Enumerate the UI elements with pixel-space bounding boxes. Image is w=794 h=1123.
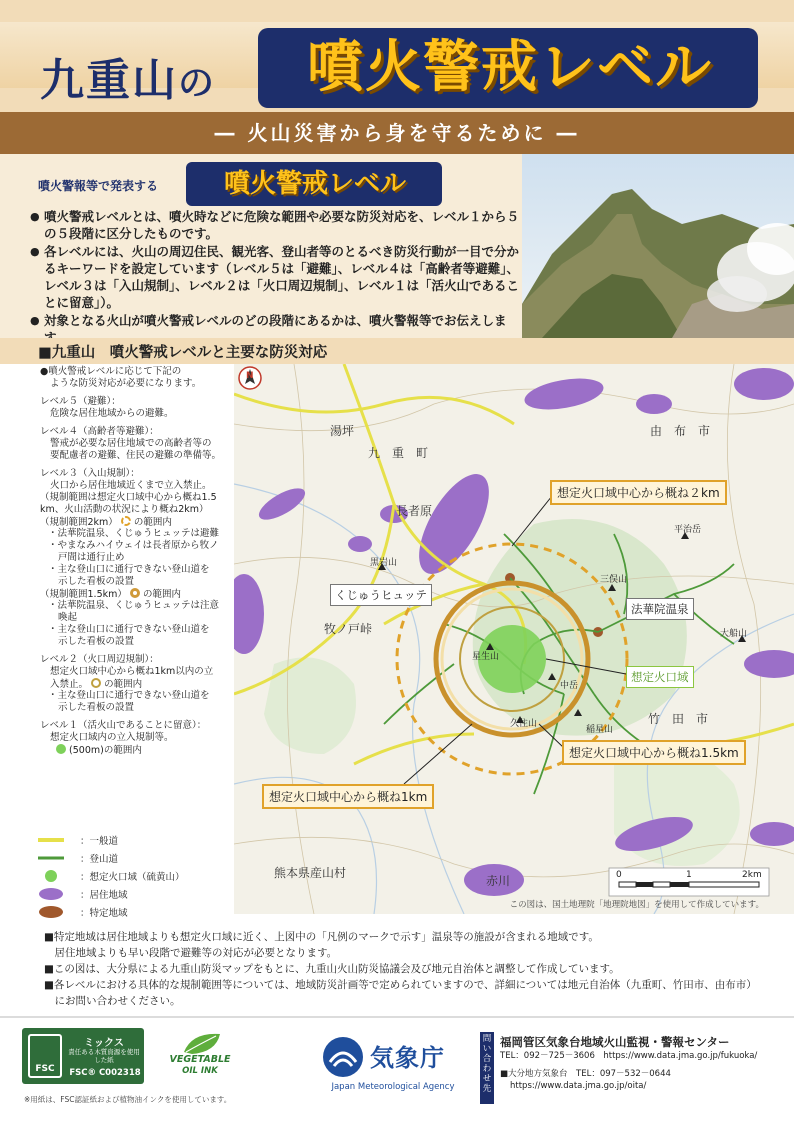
level3-bullet: 示した看板の設置	[58, 576, 135, 587]
level1-body: (500m)の範囲内	[56, 744, 142, 757]
legend-special: ：特定地域	[36, 904, 226, 920]
fsc-mix-label: ミックス	[84, 1038, 124, 1049]
section-title: ■九重山 噴火警戒レベルと主要な防災対応	[38, 345, 328, 361]
level3-bullet: ・法華院温泉、くじゅうヒュッテは注意	[48, 600, 220, 611]
paper-footnote: ※用紙は、FSC認証紙および植物油インクを使用しています。	[24, 1095, 232, 1104]
level-legend	[36, 364, 236, 904]
legend-intro: ような防災対応が必要になります。	[50, 378, 202, 389]
scale-two: 2km	[742, 870, 762, 880]
legend-general-road: ：一般道	[36, 832, 226, 848]
peak-hossho: 星生山	[472, 652, 500, 662]
level2-body: 想定火口域中心から概ね1km以内の立	[50, 666, 214, 677]
intro-bullet: ● 噴火警戒レベルとは、噴火時などに危険な範囲や必要な防災対応を、レベル１から５の５段階に区分したものです。	[30, 208, 520, 242]
level4-body: 要配慮者の避難、住民の避難の準備等。	[50, 450, 222, 461]
intro-bullet: ● 各レベルには、火山の周辺住民、観光客、登山者等のとるべき防災行動が一目で分かるキーワードを設定しています（レベル５は「避難」、レベル４は「高齢者等避難」、レベル３は「入山規制」、レベル２は「火口周辺規制」、レベル１は「活火山であることに留意」）。	[30, 243, 520, 311]
notes	[44, 930, 784, 1010]
jma-english-name: Japan Meteorological Agency	[331, 1082, 455, 1092]
peak-inaboshi: 稲星山	[586, 725, 614, 735]
contact-org: 福岡管区気象台地域火山監視・警報センター	[500, 1035, 730, 1049]
fsc-description: 責任ある木質資源を使用した紙	[68, 1048, 140, 1064]
volcano-photo-illustration	[522, 154, 794, 338]
fsc-tree-icon: FSC	[28, 1034, 62, 1078]
peak-mimata: 三俣山	[600, 575, 628, 585]
level3-bullet: ・主な登山口に通行できない登山道を	[48, 624, 210, 635]
fsc-code: FSC® C002318	[69, 1068, 141, 1078]
scale-zero: 0	[616, 870, 622, 880]
jma-logo	[318, 1034, 468, 1094]
intro-bullet-list	[30, 208, 520, 347]
special-area-icon	[36, 904, 66, 920]
level5-body: 危険な居住地域からの避難。	[50, 408, 174, 419]
level2-bullet: 示した看板の設置	[58, 702, 135, 713]
crater-area-icon	[36, 868, 66, 884]
note-line: にお問い合わせください。	[44, 995, 181, 1007]
level3-range-2km: （規制範囲2km） の範囲内	[40, 517, 172, 528]
level1-title: レベル１（活火山であることに留意）：	[40, 720, 207, 731]
title-place: 九重山の	[40, 55, 217, 106]
callout-crater: 想定火口域	[626, 666, 694, 688]
map-place-taketa: 竹 田 市	[648, 712, 709, 726]
peak-kuju: 久住山	[510, 719, 538, 729]
level3-body: km、火山活動の状況により概ね2km）	[40, 504, 209, 515]
level3-bullet: 戸間は通行止め	[58, 552, 125, 563]
level4-body: 警戒が必要な居住地域での高齢者等の	[50, 438, 212, 449]
contact-tab: 問い合わせ先	[480, 1032, 494, 1104]
trail-line-icon	[36, 850, 66, 866]
crater-dot-icon	[56, 744, 66, 754]
map-credit: この図は、国土地理院「地理院地図」を使用して作成しています。	[509, 900, 764, 910]
legend-trail: ：登山道	[36, 850, 226, 866]
peak-heiji: 平治岳	[674, 525, 702, 535]
level3-body: （規制範囲は想定火口域中心から概ね1.5	[40, 492, 217, 503]
level3-title: レベル３（入山規制）：	[40, 468, 140, 479]
fsc-logo	[22, 1028, 144, 1084]
scale-one: 1	[686, 870, 692, 880]
double-ring-icon	[130, 588, 140, 598]
note-line: ■この図は、大分県による九重山防災マップをもとに、九重山火山防災協議会及び地元自治体と調整して作成しています。	[44, 963, 620, 975]
level3-bullet: ・法華院温泉、くじゅうヒュッテは避難	[48, 528, 220, 539]
callout-kuju-hut: くじゅうヒュッテ	[330, 584, 432, 606]
residential-area-icon	[36, 886, 66, 902]
contact-info	[500, 1034, 790, 1092]
jma-emblem-icon	[320, 1034, 366, 1080]
note-line: 居住地域よりも早い段階で避難等の対応が必要となります。	[44, 947, 338, 959]
level3-body: 火口から居住地域近くまで立入禁止。	[50, 480, 212, 491]
map-place-akagawa: 赤川	[486, 874, 511, 888]
jma-name: 気象庁	[370, 1044, 445, 1072]
note-line: ■各レベルにおける具体的な規制範囲等については、地域防災計画等で定められていますので、詳細については地元自治体（九重町、竹田市、由布市）	[44, 979, 757, 991]
level3-bullet: 示した看板の設置	[58, 636, 135, 647]
map-place-chojabaru: 長者原	[396, 504, 433, 518]
legend-intro: ●噴火警戒レベルに応じて下記の	[40, 366, 182, 377]
level1-body: 想定火口域内の立入規制等。	[50, 732, 174, 743]
peak-kuroiwa: 黒岩山	[370, 558, 398, 568]
level4-title: レベル４（高齢者等避難）：	[40, 426, 159, 437]
map-base	[234, 364, 794, 914]
level2-title: レベル２（火口周辺規制）：	[40, 654, 159, 665]
level2-bullet: ・主な登山口に通行できない登山道を	[48, 690, 210, 701]
general-road-line-icon	[36, 832, 66, 848]
level3-bullet: ・やまなみハイウェイは長者原から牧ノ	[48, 540, 219, 551]
vegetable-oil-ink-logo: VEGETABLE OIL INK	[162, 1030, 238, 1084]
dashed-ring-icon	[121, 516, 131, 526]
legend-crater: ：想定火口域（硫黄山）	[36, 868, 226, 884]
callout-hokkein-onsen: 法華院温泉	[626, 598, 694, 620]
level3-bullet: ・主な登山口に通行できない登山道を	[48, 564, 210, 575]
intro-bullet: ● 対象となる火山が噴火警戒レベルのどの段階にあるかは、噴火警報等でお伝えしま	[30, 312, 520, 346]
map-place-yufu: 由 布 市	[650, 424, 711, 438]
map-place-makinoto: 牧ノ戸峠	[324, 622, 373, 636]
intro-kicker: 噴火警報等で発表する	[38, 179, 159, 193]
level3-bullet: 喚起	[58, 612, 78, 623]
level3-range-1-5km: （規制範囲1.5km） の範囲内	[40, 589, 181, 600]
callout-1-5km: 想定火口域中心から概ね1.5km	[562, 740, 746, 765]
map-place-yutsubo: 湯坪	[330, 424, 355, 438]
intro-heading: 噴火警戒レベル	[223, 169, 406, 199]
level5-title: レベル５（避難）：	[40, 396, 121, 407]
map-place-ubuyama: 熊本県産山村	[274, 866, 347, 880]
leaf-icon	[162, 1030, 238, 1056]
page-title: 噴火警戒レベル	[307, 35, 713, 100]
ring-icon	[91, 678, 101, 688]
contact-tel: TEL：092－725－3606 https://www.data.jma.go.jp/fukuoka/	[500, 1051, 758, 1061]
peak-ofune: 大船山	[720, 629, 748, 639]
callout-1km: 想定火口域中心から概ね1km	[262, 784, 434, 809]
note-line: ■特定地域は居住地域よりも想定火口域に近く、上図中の「凡例のマークで示す」温泉等の施設が含まれる地域です。	[44, 931, 599, 943]
level2-body: 入禁止。 の範囲内	[50, 679, 143, 690]
volcano-photo	[522, 154, 794, 338]
footer-divider	[0, 1016, 794, 1018]
map-place-kokonoe: 九 重 町	[368, 446, 429, 460]
hazard-map	[234, 364, 794, 914]
peak-nakadake: 中岳	[560, 681, 579, 691]
contact-oita: ■大分地方気象台 TEL：097－532－0644	[500, 1069, 671, 1079]
legend-residential: ：居住地域	[36, 886, 226, 902]
callout-2km: 想定火口域中心から概ね２km	[550, 480, 727, 505]
page-subtitle: ― 火山災害から身を守るために ―	[214, 121, 580, 145]
north-label: N	[246, 371, 254, 381]
contact-oita-url: https://www.data.jma.go.jp/oita/	[510, 1081, 647, 1091]
